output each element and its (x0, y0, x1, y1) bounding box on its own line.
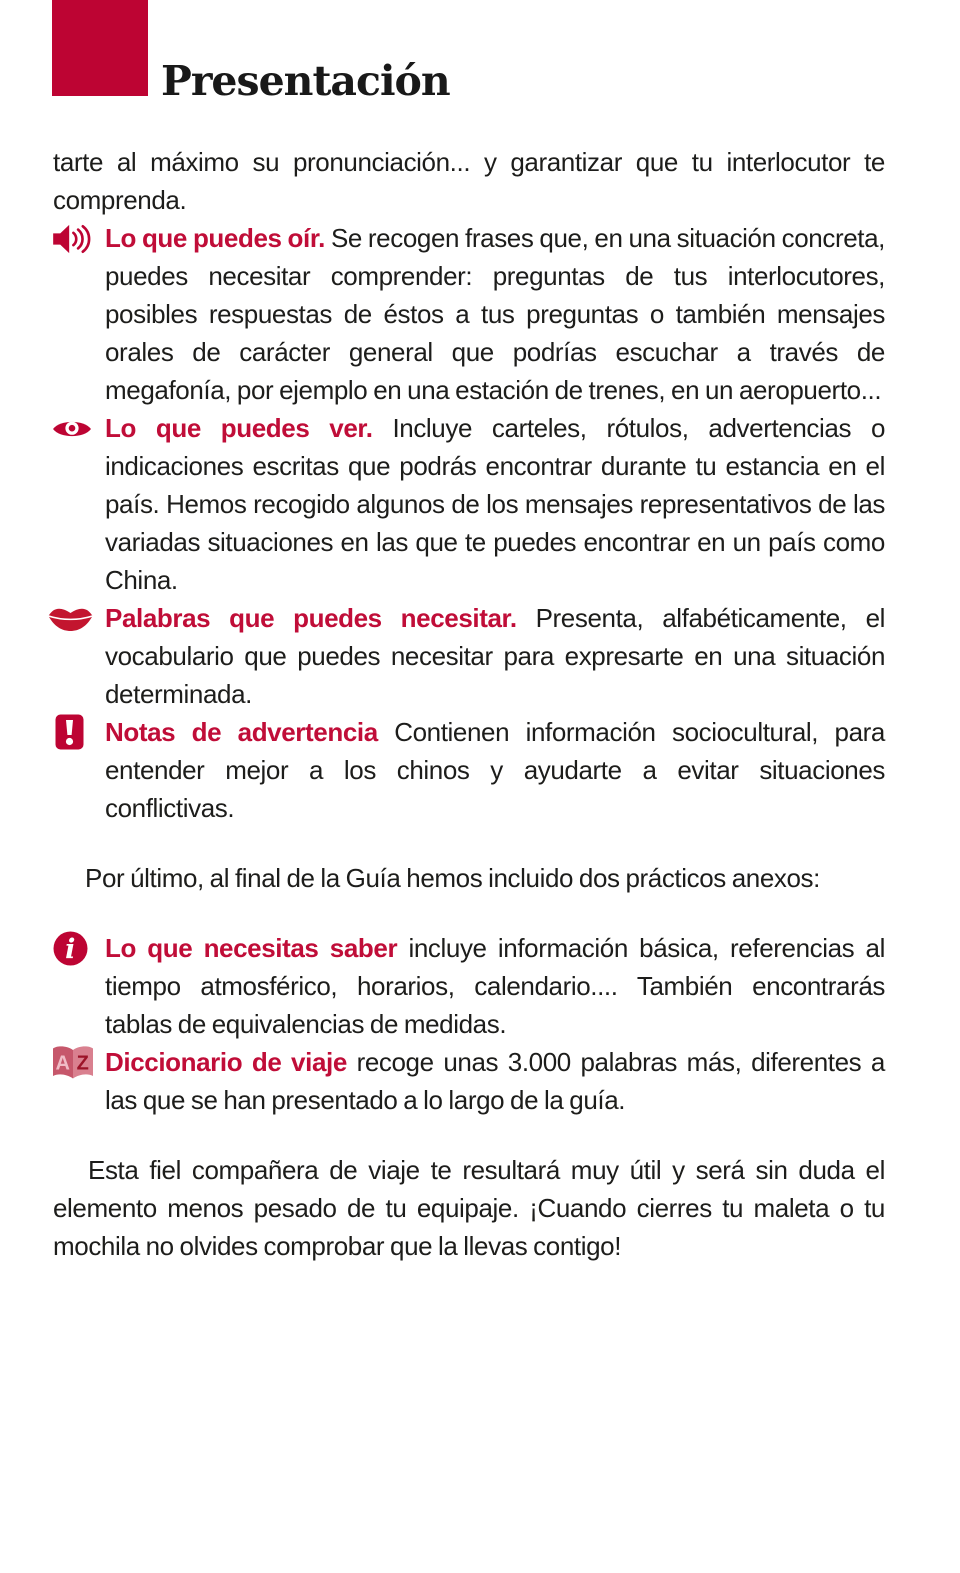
chapter-color-block (52, 0, 148, 96)
page-content (53, 143, 885, 1265)
feature-paragraph (105, 219, 885, 409)
feature-item-palabras (53, 599, 885, 713)
annex-label: Lo que necesitas saber (105, 933, 398, 963)
annex-paragraph (105, 1043, 885, 1119)
feature-text: Contienen información sociocultural, para entender mejor a los chinos y ayudarte a evitar situaciones conflictivas. (105, 717, 885, 823)
annex-item-diccionario (53, 1043, 885, 1119)
feature-item-ver (53, 409, 885, 599)
annex-paragraph (105, 929, 885, 1043)
lips-icon (47, 605, 94, 632)
annex-text: incluye información básica, referencias al tiempo atmosférico, horarios, calendario.... También encontrarás tablas de equivalencias de medidas. (105, 933, 885, 1039)
dictionary-icon (52, 1045, 94, 1081)
paragraph-continuation: tarte al máximo su pronunciación... y garantizar que tu interlocutor te comprenda. (53, 147, 885, 215)
svg-text:A: A (55, 1052, 70, 1075)
closing-paragraph: Esta fiel compañera de viaje te resultará muy útil y será sin duda el elemento menos pesado de tu equipaje. ¡Cuando cierres tu maleta o tu mochila no olvides comprobar que la llevas contigo! (53, 1155, 885, 1261)
speaker-icon (53, 223, 91, 255)
annex-label: Diccionario de viaje (105, 1047, 347, 1077)
annex-intro-paragraph: Por último, al final de la Guía hemos incluido dos prácticos anexos: (85, 863, 820, 893)
feature-label: Palabras que puedes necesitar. (105, 603, 517, 633)
feature-item-oir (53, 219, 885, 409)
svg-text:Z: Z (76, 1052, 89, 1075)
feature-paragraph (105, 599, 885, 713)
warning-icon (55, 714, 84, 750)
annex-item-saber (53, 929, 885, 1043)
feature-paragraph (105, 713, 885, 827)
info-icon (53, 931, 88, 966)
feature-item-notas (53, 713, 885, 827)
annex-text: recoge unas 3.000 palabras más, diferentes a las que se han presentado a lo largo de la guía. (105, 1047, 885, 1115)
feature-label: Lo que puedes oír. (105, 223, 325, 253)
feature-text: Incluye carteles, rótulos, advertencias o indicaciones escritas que podrás encontrar durante tu estancia en el país. Hemos recogido algunos de los mensajes representativos de las variadas situaciones en las que te puedes encontrar en un país como China. (105, 413, 886, 595)
feature-label: Notas de advertencia (105, 717, 378, 747)
feature-text: Presenta, alfabéticamente, el vocabulario que puedes necesitar para expresarte en una situación determinada. (105, 603, 886, 709)
eye-icon (53, 417, 91, 441)
feature-text: Se recogen frases que, en una situación concreta, puedes necesitar comprender: preguntas de tus interlocutores, posibles respuestas de éstos a tus preguntas o también mensajes orales de carácter general que podrías escuchar a través de megafonía, por ejemplo en una estación de trenes, en un aeropuerto... (105, 223, 885, 405)
feature-paragraph (105, 409, 885, 599)
page-title: Presentación (161, 57, 450, 105)
feature-label: Lo que puedes ver. (105, 413, 373, 443)
page-header (52, 0, 960, 105)
svg-text:i: i (65, 934, 75, 965)
